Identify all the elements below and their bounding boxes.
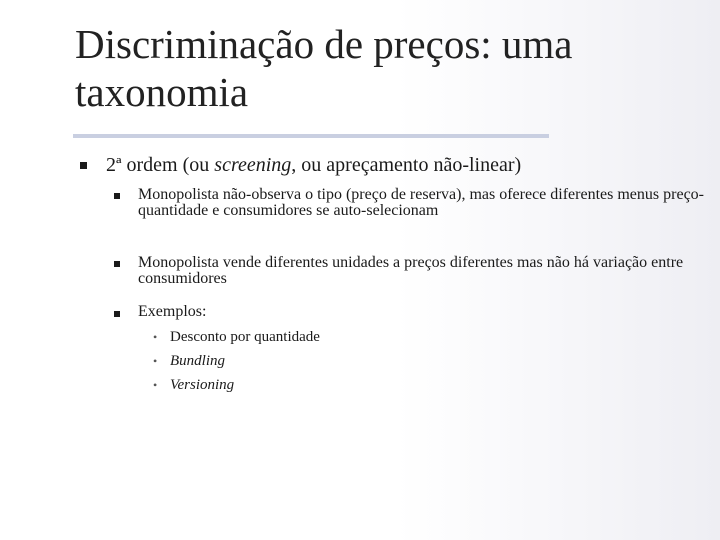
level1-text-post: , ou apreçamento não-linear) [291,154,522,176]
title-underline [73,134,549,138]
square-bullet-icon [114,193,120,199]
square-bullet-icon [114,261,120,267]
level1-text-italic: screening [214,154,292,176]
level3-item-3: Versioning [170,377,235,393]
level2-item-3: Exemplos: [138,303,207,320]
level2-item-2: Monopolista vende diferentes unidades a preços diferentes mas não há variação entre consumidores [138,254,684,287]
square-bullet-icon [80,162,87,169]
square-bullet-icon [114,311,120,317]
dot-bullet-icon: • [153,378,158,392]
dot-bullet-icon: • [153,330,158,344]
level1-text-pre: 2ª ordem (ou [106,154,215,176]
slide-title: Discriminação de preços: uma taxonomia [75,21,573,115]
level2-item-1: Monopolista não-observa o tipo (preço de reserva), mas oferece diferentes menus preço-quantidade e consumidores se auto-selecionam [138,186,704,219]
dot-bullet-icon: • [153,354,158,368]
level1-bullet-text [106,153,706,177]
level3-item-2: Bundling [170,353,225,369]
level3-item-1: Desconto por quantidade [170,329,320,345]
